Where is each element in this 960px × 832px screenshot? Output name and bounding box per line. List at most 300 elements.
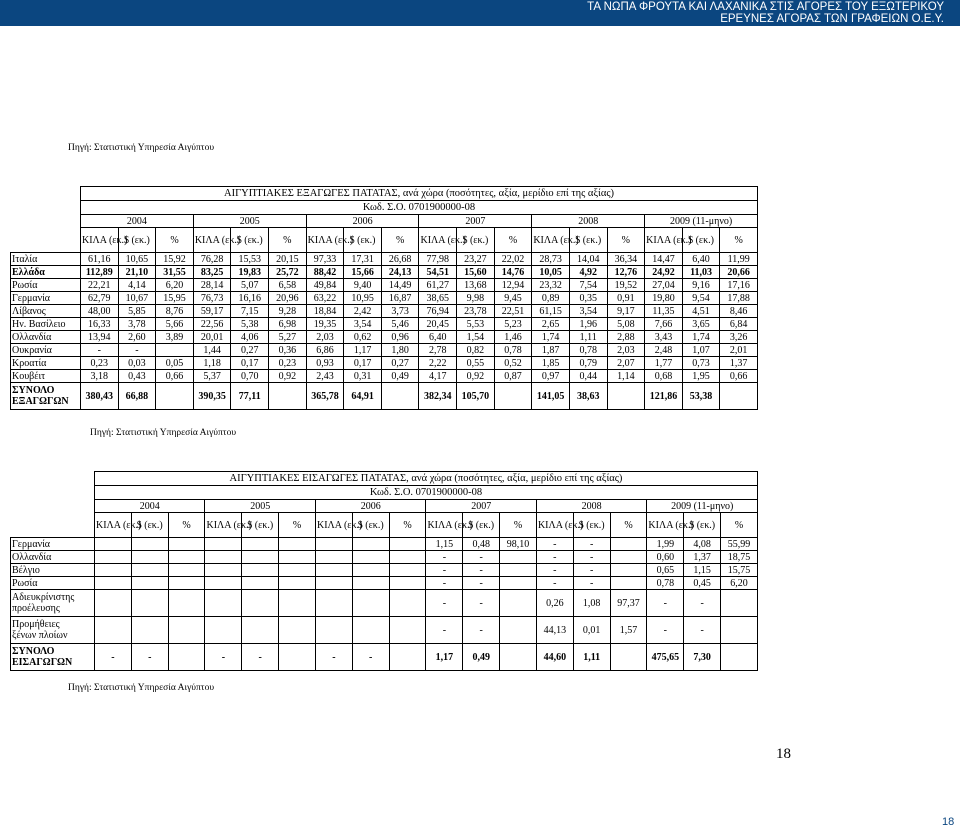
country-name-line-1: Ολλανδία — [12, 551, 52, 563]
table-cell: 76,94 — [419, 305, 457, 318]
table-cell — [721, 617, 758, 644]
country-name-line-1: Αδιευκρίνιστης — [12, 592, 75, 603]
exports-subheader: % — [381, 228, 419, 253]
exports-subheader: ΚΙΛΑ (εκ.) — [193, 228, 231, 253]
table-cell: - — [573, 538, 610, 551]
total-cell: 380,43 — [81, 383, 119, 410]
table-cell: 3,43 — [645, 331, 683, 344]
table-cell: 23,27 — [457, 253, 495, 266]
table-cell: 19,83 — [231, 266, 269, 279]
exports-year-2004: 2004 — [81, 215, 194, 228]
exports-table-row — [11, 305, 758, 318]
table-cell: 49,84 — [306, 279, 344, 292]
imports-subheader: $ (εκ.) — [131, 513, 168, 538]
imports-subheader: $ (εκ.) — [352, 513, 389, 538]
imports-subheader: $ (εκ.) — [573, 513, 610, 538]
table-cell — [242, 617, 279, 644]
table-cell: 0,82 — [457, 344, 495, 357]
table-cell: 24,13 — [381, 266, 419, 279]
total-cell: - — [352, 644, 389, 671]
table-cell: 28,14 — [193, 279, 231, 292]
table-cell: - — [426, 551, 463, 564]
table-cell: 22,21 — [81, 279, 119, 292]
table-cell: 2,48 — [645, 344, 683, 357]
table-cell: - — [463, 577, 500, 590]
country-name-line-1: Γερμανία — [12, 538, 51, 550]
exports-table-row — [11, 292, 758, 305]
table-cell: 1,15 — [426, 538, 463, 551]
table-cell: 7,15 — [231, 305, 269, 318]
table-cell: 15,60 — [457, 266, 495, 279]
table-cell — [95, 617, 132, 644]
exports-subheader: ΚΙΛΑ (εκ.) — [645, 228, 683, 253]
table-cell: 0,27 — [231, 344, 269, 357]
exports-subheader: ΚΙΛΑ (εκ.) — [419, 228, 457, 253]
table-cell — [168, 590, 205, 617]
table-cell — [500, 577, 537, 590]
table-cell: 63,22 — [306, 292, 344, 305]
exports-subheader: $ (εκ.) — [344, 228, 382, 253]
table-cell: 19,35 — [306, 318, 344, 331]
exports-subheader: $ (εκ.) — [682, 228, 720, 253]
table-cell: 1,37 — [720, 357, 758, 370]
table-cell: 44,13 — [536, 617, 573, 644]
table-cell: 10,67 — [118, 292, 156, 305]
total-cell: 66,88 — [118, 383, 156, 410]
table-cell: 112,89 — [81, 266, 119, 279]
table-cell: 1,77 — [645, 357, 683, 370]
imports-title: ΑΙΓΥΠΤΙΑΚΕΣ ΕΙΣΑΓΩΓΕΣ ΠΑΤΑΤΑΣ, ανά χώρα (ποσότητες, αξία, μερίδιο επί της αξίας) — [95, 472, 758, 486]
table-cell: 17,31 — [344, 253, 382, 266]
table-cell: 0,26 — [536, 590, 573, 617]
table-cell — [205, 538, 242, 551]
total-cell: 0,49 — [463, 644, 500, 671]
table-cell — [315, 617, 352, 644]
table-cell — [389, 564, 426, 577]
table-cell: 5,46 — [381, 318, 419, 331]
table-cell: 5,85 — [118, 305, 156, 318]
table-cell: 2,60 — [118, 331, 156, 344]
exports-table — [10, 186, 758, 410]
imports-table-row — [11, 590, 758, 617]
table-cell: 23,32 — [532, 279, 570, 292]
table-cell: 0,05 — [156, 357, 194, 370]
imports-subheader: ΚΙΛΑ (εκ.) — [95, 513, 132, 538]
page-number: 18 — [776, 746, 791, 762]
table-cell: 6,86 — [306, 344, 344, 357]
table-cell — [205, 617, 242, 644]
imports-subheader: $ (εκ.) — [463, 513, 500, 538]
table-cell: 22,51 — [494, 305, 532, 318]
table-cell: 16,16 — [231, 292, 269, 305]
table-cell: 0,36 — [269, 344, 307, 357]
table-cell — [389, 590, 426, 617]
table-cell: - — [426, 564, 463, 577]
imports-subheader: % — [168, 513, 205, 538]
total-cell: 53,38 — [682, 383, 720, 410]
imports-subheader: $ (εκ.) — [242, 513, 279, 538]
table-cell: 1,46 — [494, 331, 532, 344]
imports-subheader: % — [610, 513, 647, 538]
table-cell: 48,00 — [81, 305, 119, 318]
table-cell: 0,91 — [607, 292, 645, 305]
imports-subheader: ΚΙΛΑ (εκ.) — [205, 513, 242, 538]
table-cell: 0,78 — [647, 577, 684, 590]
country-name — [11, 617, 95, 644]
table-cell: 5,37 — [193, 370, 231, 383]
total-empty-cell — [500, 644, 537, 671]
table-cell: 2,42 — [344, 305, 382, 318]
table-cell: 20,96 — [269, 292, 307, 305]
table-cell — [315, 564, 352, 577]
country-name-line-1: Ρωσία — [12, 577, 38, 589]
imports-year-2004: 2004 — [95, 500, 205, 513]
table-cell — [352, 577, 389, 590]
table-cell: 0,68 — [645, 370, 683, 383]
table-cell: 10,95 — [344, 292, 382, 305]
table-cell: 0,93 — [306, 357, 344, 370]
table-cell — [500, 617, 537, 644]
country-name: Γερμανία — [11, 292, 81, 305]
table-cell: 1,44 — [193, 344, 231, 357]
table-cell: 6,40 — [682, 253, 720, 266]
imports-year-2007: 2007 — [426, 500, 536, 513]
table-cell: 1,57 — [610, 617, 647, 644]
table-cell: 25,72 — [269, 266, 307, 279]
exports-table-row — [11, 279, 758, 292]
table-cell: 20,15 — [269, 253, 307, 266]
table-cell: 28,73 — [532, 253, 570, 266]
table-cell: 1,80 — [381, 344, 419, 357]
imports-total-label-1: ΣΥΝΟΛΟ — [12, 646, 55, 657]
table-cell: 0,65 — [647, 564, 684, 577]
table-cell: 9,28 — [269, 305, 307, 318]
exports-subheader: ΚΙΛΑ (εκ.) — [81, 228, 119, 253]
exports-table-row — [11, 253, 758, 266]
table-cell: 0,66 — [156, 370, 194, 383]
country-name: Ελλάδα — [11, 266, 81, 279]
imports-year-2005: 2005 — [205, 500, 315, 513]
imports-total-label-2: ΕΙΣΑΓΩΓΩΝ — [12, 657, 73, 668]
table-cell: - — [536, 538, 573, 551]
table-cell — [315, 551, 352, 564]
table-cell: 1,54 — [457, 331, 495, 344]
table-cell: - — [426, 590, 463, 617]
table-cell: 1,08 — [573, 590, 610, 617]
imports-subheader: ΚΙΛΑ (εκ.) — [426, 513, 463, 538]
exports-table-row — [11, 266, 758, 279]
table-cell: 8,76 — [156, 305, 194, 318]
table-cell: - — [684, 617, 721, 644]
country-name: Ην. Βασίλειο — [11, 318, 81, 331]
table-cell: 9,40 — [344, 279, 382, 292]
exports-subheader: ΚΙΛΑ (εκ.) — [306, 228, 344, 253]
table-cell: 2,03 — [607, 344, 645, 357]
table-cell: 0,89 — [532, 292, 570, 305]
table-cell: 19,52 — [607, 279, 645, 292]
table-cell: 17,88 — [720, 292, 758, 305]
table-cell: 3,78 — [118, 318, 156, 331]
table-cell: 2,78 — [419, 344, 457, 357]
table-cell — [131, 538, 168, 551]
table-cell: 5,53 — [457, 318, 495, 331]
table-cell: 61,15 — [532, 305, 570, 318]
table-cell: 14,49 — [381, 279, 419, 292]
header-line-2: ΕΡΕΥΝΕΣ ΑΓΟΡΑΣ ΤΩΝ ΓΡΑΦΕΙΩΝ Ο.Ε.Υ. — [720, 13, 944, 25]
table-cell: 0,96 — [381, 331, 419, 344]
total-cell: 64,91 — [344, 383, 382, 410]
table-cell: 7,54 — [569, 279, 607, 292]
table-cell: 22,02 — [494, 253, 532, 266]
table-cell: 0,17 — [344, 357, 382, 370]
exports-year-2005: 2005 — [193, 215, 306, 228]
table-cell: 9,17 — [607, 305, 645, 318]
table-cell: - — [647, 590, 684, 617]
table-cell — [610, 538, 647, 551]
table-cell: - — [426, 617, 463, 644]
country-name-line-1: Βέλγιο — [12, 564, 40, 576]
table-cell — [95, 551, 132, 564]
imports-table — [10, 471, 758, 671]
table-cell: 5,27 — [269, 331, 307, 344]
table-cell — [279, 577, 316, 590]
exports-code: Κωδ. Σ.Ο. 0701900000-08 — [81, 201, 758, 215]
table-cell: 11,03 — [682, 266, 720, 279]
table-cell: 16,33 — [81, 318, 119, 331]
table-cell: 62,79 — [81, 292, 119, 305]
table-cell — [168, 538, 205, 551]
table-cell: 9,98 — [457, 292, 495, 305]
table-cell — [131, 551, 168, 564]
table-cell: 88,42 — [306, 266, 344, 279]
total-cell: 1,11 — [573, 644, 610, 671]
imports-table-row — [11, 577, 758, 590]
country-name: Κουβέιτ — [11, 370, 81, 383]
total-cell: 105,70 — [457, 383, 495, 410]
table-cell: 9,16 — [682, 279, 720, 292]
table-cell: 55,99 — [721, 538, 758, 551]
imports-sub-spacer — [11, 513, 95, 538]
table-cell — [315, 590, 352, 617]
table-cell: 1,99 — [647, 538, 684, 551]
imports-title-spacer — [11, 472, 95, 500]
table-cell — [95, 590, 132, 617]
exports-total-label — [11, 383, 81, 410]
total-cell: - — [205, 644, 242, 671]
total-cell: 44,60 — [536, 644, 573, 671]
total-empty-cell — [389, 644, 426, 671]
imports-subheader: ΚΙΛΑ (εκ.) — [536, 513, 573, 538]
imports-year-2008: 2008 — [536, 500, 646, 513]
table-cell: 1,15 — [684, 564, 721, 577]
table-cell: 15,95 — [156, 292, 194, 305]
country-name: Ρωσία — [11, 279, 81, 292]
table-cell: 4,14 — [118, 279, 156, 292]
table-cell: 4,51 — [682, 305, 720, 318]
table-cell — [389, 617, 426, 644]
total-cell: 475,65 — [647, 644, 684, 671]
total-empty-cell — [494, 383, 532, 410]
exports-sub-spacer — [11, 228, 81, 253]
table-cell: 0,27 — [381, 357, 419, 370]
total-empty-cell — [721, 644, 758, 671]
table-cell: 0,78 — [494, 344, 532, 357]
table-cell — [131, 577, 168, 590]
table-cell: 0,01 — [573, 617, 610, 644]
imports-table-row — [11, 551, 758, 564]
table-cell: 6,84 — [720, 318, 758, 331]
table-cell: 17,16 — [720, 279, 758, 292]
table-cell: 18,84 — [306, 305, 344, 318]
table-cell: 0,92 — [269, 370, 307, 383]
table-cell — [279, 617, 316, 644]
table-cell: 20,01 — [193, 331, 231, 344]
header-bar — [0, 0, 960, 26]
table-cell — [389, 551, 426, 564]
table-cell — [315, 538, 352, 551]
total-cell: - — [242, 644, 279, 671]
imports-subheader: $ (εκ.) — [684, 513, 721, 538]
table-cell — [279, 564, 316, 577]
table-cell — [352, 538, 389, 551]
exports-table-row — [11, 331, 758, 344]
total-empty-cell — [720, 383, 758, 410]
table-cell: 0,23 — [81, 357, 119, 370]
total-cell: 77,11 — [231, 383, 269, 410]
table-cell: 5,07 — [231, 279, 269, 292]
table-cell: 24,92 — [645, 266, 683, 279]
country-name: Ιταλία — [11, 253, 81, 266]
imports-total-label — [11, 644, 95, 671]
exports-subheader: $ (εκ.) — [118, 228, 156, 253]
table-cell — [389, 538, 426, 551]
imports-subheader: % — [721, 513, 758, 538]
table-cell: 83,25 — [193, 266, 231, 279]
table-cell: 0,43 — [118, 370, 156, 383]
table-cell: 11,35 — [645, 305, 683, 318]
table-cell: 0,79 — [569, 357, 607, 370]
table-cell: 6,20 — [156, 279, 194, 292]
table-cell: 61,16 — [81, 253, 119, 266]
table-cell: - — [463, 617, 500, 644]
country-name-line-2: προέλευσης — [12, 603, 60, 614]
table-cell: 0,55 — [457, 357, 495, 370]
table-cell: 20,66 — [720, 266, 758, 279]
table-cell: 15,75 — [721, 564, 758, 577]
exports-table-row — [11, 344, 758, 357]
total-empty-cell — [279, 644, 316, 671]
table-cell: 3,54 — [344, 318, 382, 331]
table-cell: - — [463, 564, 500, 577]
table-cell: 0,44 — [569, 370, 607, 383]
table-cell — [95, 577, 132, 590]
table-cell: 0,73 — [682, 357, 720, 370]
table-cell: 8,46 — [720, 305, 758, 318]
table-cell: 0,97 — [532, 370, 570, 383]
exports-subheader: $ (εκ.) — [457, 228, 495, 253]
total-empty-cell — [610, 644, 647, 671]
country-name-line-1: Προμήθειες — [12, 619, 60, 630]
country-name: Ουκρανία — [11, 344, 81, 357]
table-cell: 0,17 — [231, 357, 269, 370]
country-name — [11, 564, 95, 577]
table-cell: 19,80 — [645, 292, 683, 305]
table-cell — [242, 551, 279, 564]
table-cell — [315, 577, 352, 590]
country-name — [11, 538, 95, 551]
table-cell: 3,89 — [156, 331, 194, 344]
table-cell: - — [536, 577, 573, 590]
exports-year-2009: 2009 (11-μηνο) — [645, 215, 758, 228]
table-cell: 4,92 — [569, 266, 607, 279]
table-cell: 1,37 — [684, 551, 721, 564]
table-cell — [205, 590, 242, 617]
total-empty-cell — [156, 383, 194, 410]
exports-total-label-1: ΣΥΝΟΛΟ — [12, 385, 55, 396]
table-cell: 0,87 — [494, 370, 532, 383]
table-cell: 97,37 — [610, 590, 647, 617]
table-cell: 16,87 — [381, 292, 419, 305]
table-cell — [168, 551, 205, 564]
table-cell — [156, 344, 194, 357]
imports-subheader: % — [389, 513, 426, 538]
table-cell: 20,45 — [419, 318, 457, 331]
table-cell: 15,66 — [344, 266, 382, 279]
country-name: Λίβανος — [11, 305, 81, 318]
exports-subheader: $ (εκ.) — [569, 228, 607, 253]
table-cell: 54,51 — [419, 266, 457, 279]
table-cell: 3,65 — [682, 318, 720, 331]
exports-year-2008: 2008 — [532, 215, 645, 228]
table-cell — [721, 590, 758, 617]
total-cell: 365,78 — [306, 383, 344, 410]
country-name — [11, 577, 95, 590]
table-cell: 14,76 — [494, 266, 532, 279]
table-cell: - — [536, 564, 573, 577]
table-cell — [242, 564, 279, 577]
table-cell: 1,95 — [682, 370, 720, 383]
table-cell: 0,03 — [118, 357, 156, 370]
table-cell: 6,98 — [269, 318, 307, 331]
table-cell — [389, 577, 426, 590]
total-cell: 38,63 — [569, 383, 607, 410]
imports-source-note: Πηγή: Στατιστική Υπηρεσία Αιγύπτου — [68, 683, 215, 693]
table-cell: 76,73 — [193, 292, 231, 305]
table-cell: 59,17 — [193, 305, 231, 318]
exports-table-row — [11, 370, 758, 383]
table-cell — [242, 538, 279, 551]
table-cell: 12,76 — [607, 266, 645, 279]
table-cell: 6,58 — [269, 279, 307, 292]
table-cell — [352, 564, 389, 577]
exports-source-note: Πηγή: Στατιστική Υπηρεσία Αιγύπτου — [90, 428, 237, 438]
total-cell: 390,35 — [193, 383, 231, 410]
table-cell: 1,96 — [569, 318, 607, 331]
table-cell — [168, 564, 205, 577]
table-cell: - — [118, 344, 156, 357]
table-cell: - — [684, 590, 721, 617]
table-cell: 0,78 — [569, 344, 607, 357]
header-line-1: ΤΑ ΝΩΠΑ ΦΡΟΥΤΑ ΚΑΙ ΛΑΧΑΝΙΚΑ ΣΤΙΣ ΑΓΟΡΕΣ ΤΟΥ ΕΞΩΤΕΡΙΚΟΥ — [587, 1, 944, 13]
table-cell — [242, 590, 279, 617]
table-cell — [205, 564, 242, 577]
table-cell — [610, 577, 647, 590]
table-cell: 2,22 — [419, 357, 457, 370]
table-cell — [279, 590, 316, 617]
table-cell — [500, 590, 537, 617]
table-cell: 0,45 — [684, 577, 721, 590]
table-cell: - — [463, 551, 500, 564]
